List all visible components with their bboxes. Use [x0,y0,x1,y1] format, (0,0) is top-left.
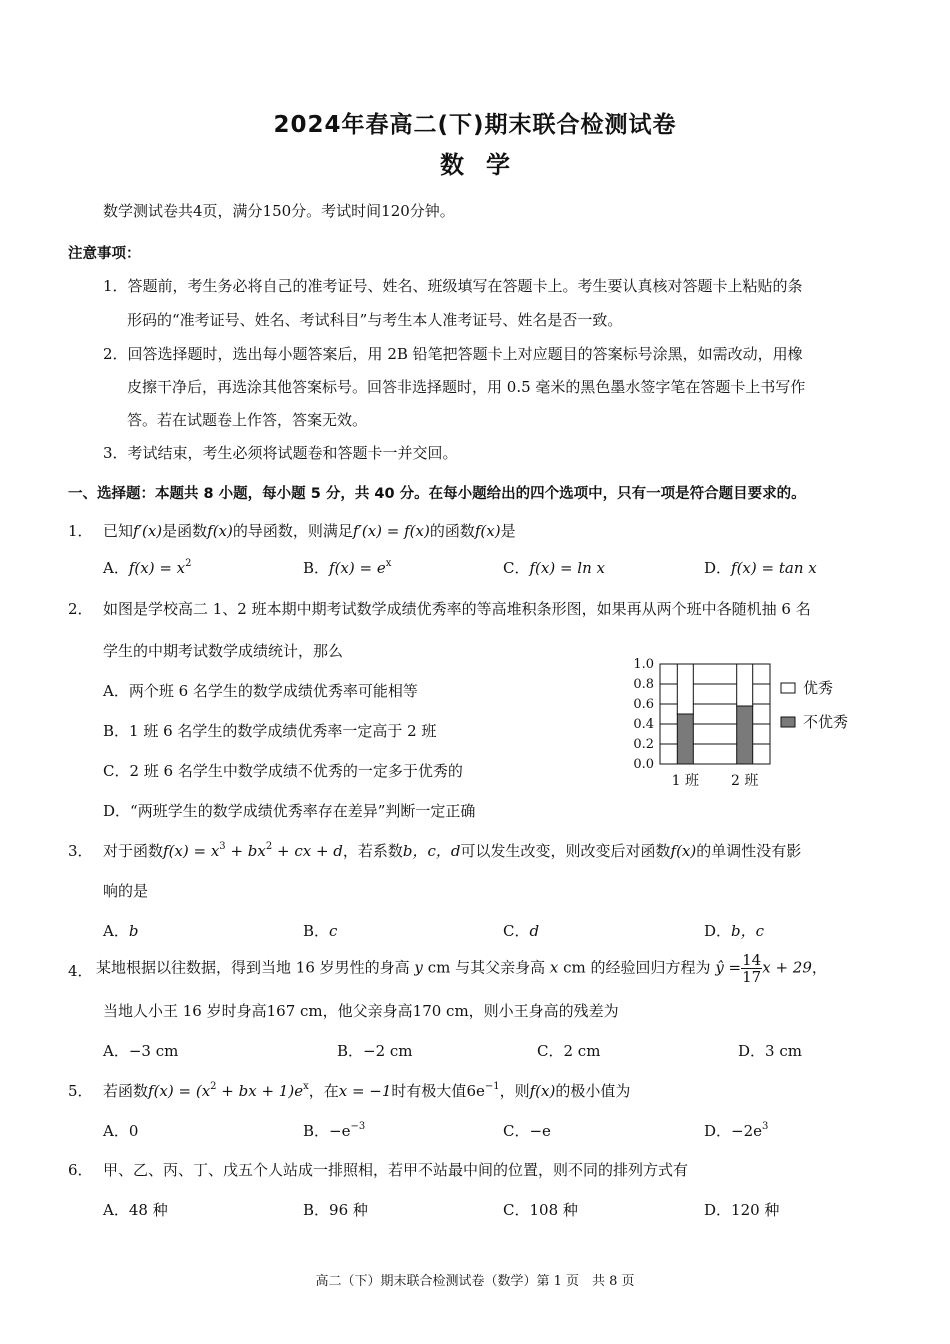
bar-excellent-2 [737,664,753,706]
stacked-bar-chart [625,654,875,794]
q5-option-a: A．0 [103,1122,139,1140]
x-tick-label: 2 班 [731,773,759,789]
q2-option-b: B．1 班 6 名学生的数学成绩优秀率一定高于 2 班 [103,722,437,740]
notice-item-1-line-2: 形码的“准考证号、姓名、考试科目”与考生本人准考证号、姓名是否一致。 [127,311,623,329]
q2-stem-line-1: 如图是学校高二 1、2 班本期中期考试数学成绩优秀率的等高堆积条形图，如果再从两个班中各随机抽 6 名 [103,600,811,618]
y-tick-label: 0.4 [633,717,654,732]
notice-heading: 注意事项： [68,246,141,262]
page-footer: 高二（下）期末联合检测试卷（数学）第 1 页 共 8 页 [315,1274,635,1289]
legend-label: 不优秀 [803,713,849,731]
y-tick-label: 0.6 [633,697,654,712]
q5-option-c: C．−e [503,1122,551,1140]
q5-stem: 若函数$f(x) = (x^2$ + bx + $1)e^x$，在x = −1时有极大值$6e^{-1}$，则f(x)的极小值为 [103,1081,631,1100]
legend-swatch-1 [781,683,795,693]
subject-title: 数学 [440,151,532,179]
notice-item-2-line-3: 答。若在试题卷上作答，答案无效。 [127,411,368,429]
q2-stem-line-2: 学生的中期考试数学成绩统计，那么 [103,642,344,660]
bar-excellent-1 [677,664,693,714]
q2-option-a: A．两个班 6 名学生的数学成绩优秀率可能相等 [103,682,418,700]
q4-number: 4． [68,962,93,980]
page-title: 2024年春高二(下)期末联合检测试卷 [273,112,677,138]
chart-legend [781,679,848,731]
q6-option-b: B．96 种 [303,1201,368,1219]
legend-swatch-2 [781,717,795,727]
q3-number: 3． [68,842,93,860]
q6-stem: 甲、乙、丙、丁、戊五个人站成一排照相，若甲不站最中间的位置，则不同的排列方式有 [103,1161,689,1179]
y-tick-label: 0.0 [633,757,654,772]
q1-stem: 已知f′(x)是函数f(x)的导函数，则满足f′(x) = f(x)的函数f(x)是 [103,522,516,540]
intro-text: 数学测试卷共4页，满分150分。考试时间120分钟。 [103,202,455,220]
notice-item-2-line-1: 2．回答选择题时，选出每小题答案后，用 2B 铅笔把答题卡上对应题目的答案标号涂黑，如需改动，用橡 [103,345,803,363]
q3-option-a: A．b [103,922,139,940]
q6-option-c: C．108 种 [503,1201,578,1219]
q4-stem-line-2: 当地人小王 16 岁时身高167 cm，他父亲身高170 cm，则小王身高的残差为 [103,1002,619,1020]
chart-grid [660,664,770,764]
q3-option-b: B．c [303,922,338,940]
notice-item-3: 3．考试结束，考生必须将试题卷和答题卡一并交回。 [103,444,458,462]
q3-option-d: D．b，c [704,922,765,940]
q5-number: 5． [68,1082,93,1100]
q3-option-c: C．d [503,922,540,940]
section-1-heading: 一、选择题：本题共 8 小题，每小题 5 分，共 40 分。在每小题给出的四个选项中，只有一项是符合题目要求的。 [68,486,806,502]
q1-option-b: B．$f(x) = e^x$ [303,558,392,577]
q4-option-a: A．−3 cm [103,1042,179,1060]
q3-stem-line-1: 对于函数$f(x) = x^3 + bx^2$ + cx + d，若系数b，c，d可以发生改变，则改变后对函数f(x)的单调性没有影 [103,841,802,860]
chart-x-ticks [672,773,759,789]
q1-option-a: A．$f(x) = x^2$ [103,558,192,577]
q2-number: 2． [68,600,93,618]
notice-item-1-line-1: 1．答题前，考生务必将自己的准考证号、姓名、班级填写在答题卡上。考生要认真核对答题卡上粘贴的条 [103,277,803,295]
q4-stem-line-1: 某地根据以往数据，得到当地 16 岁男性的身高 y cm 与其父亲身高 x cm 的经验回归方程为 ŷ = $\frac{14}{17}$ x + 29， [96,951,827,986]
bar-not-excellent-1 [677,714,693,764]
q2-option-d: D．“两班学生的数学成绩优秀率存在差异”判断一定正确 [103,802,476,820]
y-tick-label: 0.8 [633,677,654,692]
legend-label: 优秀 [803,679,834,697]
q4-option-d: D．3 cm [738,1042,802,1060]
q4-fraction: $\frac{14}{17}$ [742,951,762,986]
bar-not-excellent-2 [737,706,753,764]
q6-option-d: D．120 种 [704,1201,780,1219]
x-tick-label: 1 班 [671,773,699,789]
q6-option-a: A．48 种 [103,1201,168,1219]
q1-option-d: D．f(x) = tan x [704,559,817,577]
chart-y-ticks [633,657,654,772]
chart-bars [677,664,752,764]
q3-stem-line-2: 响的是 [103,882,149,900]
q1-number: 1． [68,522,93,540]
q2-option-c: C．2 班 6 名学生中数学成绩不优秀的一定多于优秀的 [103,762,463,780]
q4-option-c: C．2 cm [537,1042,601,1060]
q5-option-b: B．$-e^{-3}$ [303,1121,366,1140]
notice-item-2-line-2: 皮擦干净后，再选涂其他答案标号。回答非选择题时，用 0.5 毫米的黑色墨水签字笔在答题卡上书写作 [127,378,806,396]
y-tick-label: 0.2 [633,737,654,752]
q5-option-d: D．$-2e^3$ [704,1121,769,1140]
q1-option-c: C．f(x) = ln x [503,559,605,577]
q4-option-b: B．−2 cm [337,1042,413,1060]
q6-number: 6． [68,1161,93,1179]
chart-frame [660,664,770,764]
y-tick-label: 1.0 [633,657,654,672]
